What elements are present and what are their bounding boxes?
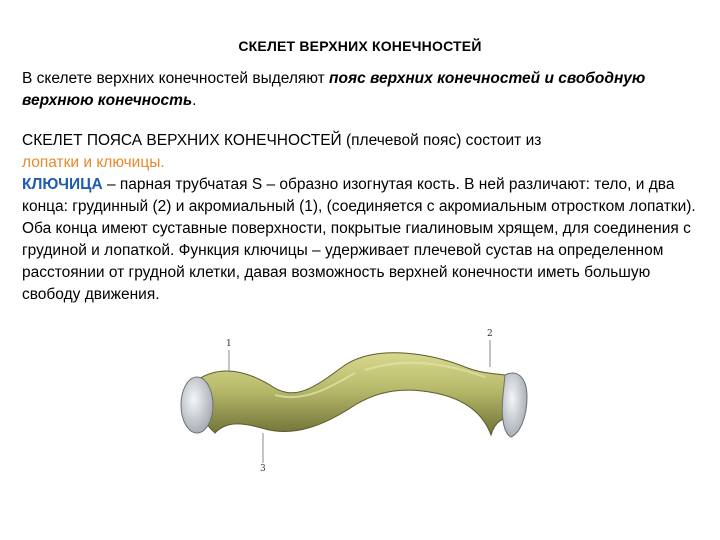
label-1: 1	[226, 339, 232, 349]
sternal-end	[502, 373, 527, 437]
main-paragraph	[22, 130, 706, 306]
clavicle-shaft	[196, 353, 517, 435]
acromial-end	[181, 377, 213, 433]
intro-end: .	[192, 92, 197, 109]
label-3: 3	[260, 464, 266, 474]
clavicle-illustration	[165, 325, 545, 485]
intro-text: В скелете верхних конечностей выделяют	[22, 70, 330, 87]
intro-paragraph	[22, 68, 702, 112]
term-clavicle: КЛЮЧИЦА	[22, 176, 103, 193]
page-title: СКЕЛЕТ ВЕРХНИХ КОНЕЧНОСТЕЙ	[238, 38, 482, 54]
highlight-text: лопатки и ключицы.	[22, 154, 165, 171]
clavicle-bone-image	[165, 325, 545, 485]
intro-emphasis: пояс верхних конечностей и свободную верхнюю конечность	[22, 70, 646, 109]
label-2: 2	[487, 329, 493, 339]
clavicle-description: – парная трубчатая S – образно изогнутая кость. В ней различают: тело, и два конца: грудинный (2) и акромиальный (1), (соединяется с акромиальным отростком лопатки). Оба конца имеют суставные поверхности, покрытые гиалиновым хрящем, для соединения с грудиной и лопаткой. Функция ключицы – удерживает плечевой сустав на определенном расстоянии от грудной клетки, давая возможность верхней конечности иметь большую свободу движения.	[22, 176, 696, 303]
section-heading: СКЕЛЕТ ПОЯСА ВЕРХНИХ КОНЕЧНОСТЕЙ	[22, 132, 342, 149]
heading-rest: (плечевой пояс) состоит из	[341, 132, 542, 149]
